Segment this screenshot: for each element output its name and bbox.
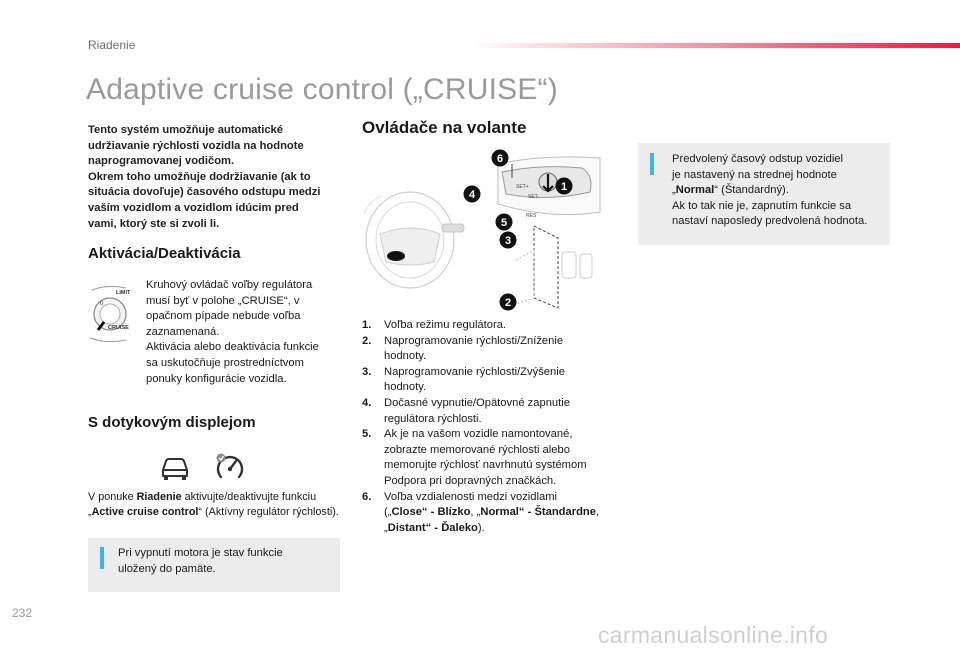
svg-text:1: 1 [560, 181, 568, 193]
touchscreen-line-1: V ponuke Riadenie aktivujte/deaktivujte funkciu [88, 491, 317, 503]
dial-label-zero: 0 [100, 301, 104, 307]
activation-description [146, 278, 342, 387]
intro-line: Okrem toho umožňuje dodržiavanie (ak to [88, 170, 311, 183]
intro-line: situácia dovoľuje) časového odstupu medzi [88, 186, 321, 199]
note-line: Ak to tak nie je, zapnutím funkcie sa [672, 199, 852, 212]
intro-paragraph [88, 123, 346, 232]
memory-note-text [118, 546, 328, 577]
default-value: Normal [675, 184, 715, 197]
list-item: 3. Naprogramovanie rýchlosti/Zvýšenie hodnoty. [362, 365, 565, 394]
note-line: „Normal“ (Štandardný). [672, 184, 789, 197]
intro-line: naprogramovanej vodičom. [88, 155, 235, 168]
stalk-label-set-minus: SET- [528, 194, 540, 200]
callout-6 [492, 150, 509, 167]
intro-line: Tento systém umožňuje automatické [88, 124, 283, 136]
activation-line: opačnom pípade nebude voľba [146, 310, 301, 323]
activation-line: musí byť v polohe „CRUISE“, v [146, 294, 300, 307]
note-line: uložený do pamäte. [118, 562, 216, 575]
page-number: 232 [12, 606, 33, 620]
touchscreen-instructions [88, 490, 344, 520]
page-title: Adaptive cruise control („CRUISE“) [86, 73, 558, 106]
touchscreen-line-2: „Active cruise control“ (Aktívny regulátor rýchlosti). [88, 506, 339, 518]
speed-gauge-icon [213, 449, 247, 483]
controls-legend-list [362, 318, 624, 536]
svg-text:4: 4 [468, 189, 476, 201]
watermark: carmanualsonline.info [598, 622, 829, 648]
svg-text:2: 2 [504, 297, 512, 309]
dial-label-limit: LIMIT [116, 290, 131, 296]
car-icon [158, 452, 192, 482]
intro-line: vaším vozidlom a vozidlom idúcim pred [88, 201, 299, 214]
stalk-label-set-plus: SET+ [516, 184, 529, 190]
svg-text:6: 6 [496, 153, 504, 165]
steering-controls-heading: Ovládače na volante [362, 118, 527, 137]
time-gap-note-text [672, 152, 884, 230]
callout-3 [500, 232, 517, 249]
activation-line: zaznamenaná. [146, 325, 220, 338]
intro-line: udržiavanie rýchlosti vozidla na hodnote [88, 139, 304, 152]
list-item: 4. Dočasné vypnutie/Opätovné zapnutie regulátora rýchlosti. [362, 396, 570, 425]
touchscreen-heading: S dotykovým displejom [88, 414, 256, 431]
dial-label-cruise: CRUISE [108, 325, 129, 331]
list-item: 5. Ak je na vašom vozidle namontované, zobrazte memorované rýchlosti alebo memorujte rýchlosť navrhnutú systémom Podpora pri dopravných značkách. [362, 428, 587, 487]
svg-text:5: 5 [500, 217, 508, 229]
callout-5 [496, 214, 513, 231]
callout-2 [500, 294, 517, 311]
note-line: Pri vypnutí motora je stav funkcie [118, 547, 283, 559]
header-accent-bar [470, 43, 960, 48]
note-line: nastaví naposledy predvolená hodnota. [672, 215, 868, 228]
activation-line: Kruhový ovládač voľby regulátora [146, 279, 313, 291]
section-header: Riadenie [88, 38, 136, 52]
callout-4 [464, 186, 481, 203]
cruise-selector-dial-illustration [86, 282, 144, 344]
stalk-label-res: RES [526, 213, 537, 219]
activation-line: Aktivácia alebo deaktivácia funkcie [146, 341, 319, 354]
callout-1 [556, 178, 573, 195]
note-line: je nastavený na strednej hodnote [672, 168, 837, 181]
list-item: 1. Voľba režimu regulátora. [362, 319, 507, 331]
steering-wheel-controls-illustration [362, 142, 612, 318]
menu-name: Riadenie [136, 491, 182, 503]
list-item: 2. Naprogramovanie rýchlosti/Zníženie hodnoty. [362, 334, 564, 363]
svg-text:3: 3 [504, 235, 512, 247]
activation-line: sa uskutočňuje prostredníctvom [146, 356, 304, 369]
info-icon [100, 547, 104, 569]
function-name: Active cruise control [91, 506, 199, 518]
list-item: 6. Voľba vzdialenosti medzi vozidlami („Close“ - Blízko, „Normal“ - Štandardne, „Distant“ - Ďaleko). [362, 490, 600, 534]
activation-heading: Aktivácia/Deaktivácia [88, 245, 241, 262]
note-line: Predvolený časový odstup vozidiel [672, 153, 844, 165]
intro-line: vami, ktorý ste si zvoli li. [88, 217, 220, 230]
activation-line: ponuky konfigurácie vozidla. [146, 372, 287, 385]
info-icon [650, 153, 654, 175]
